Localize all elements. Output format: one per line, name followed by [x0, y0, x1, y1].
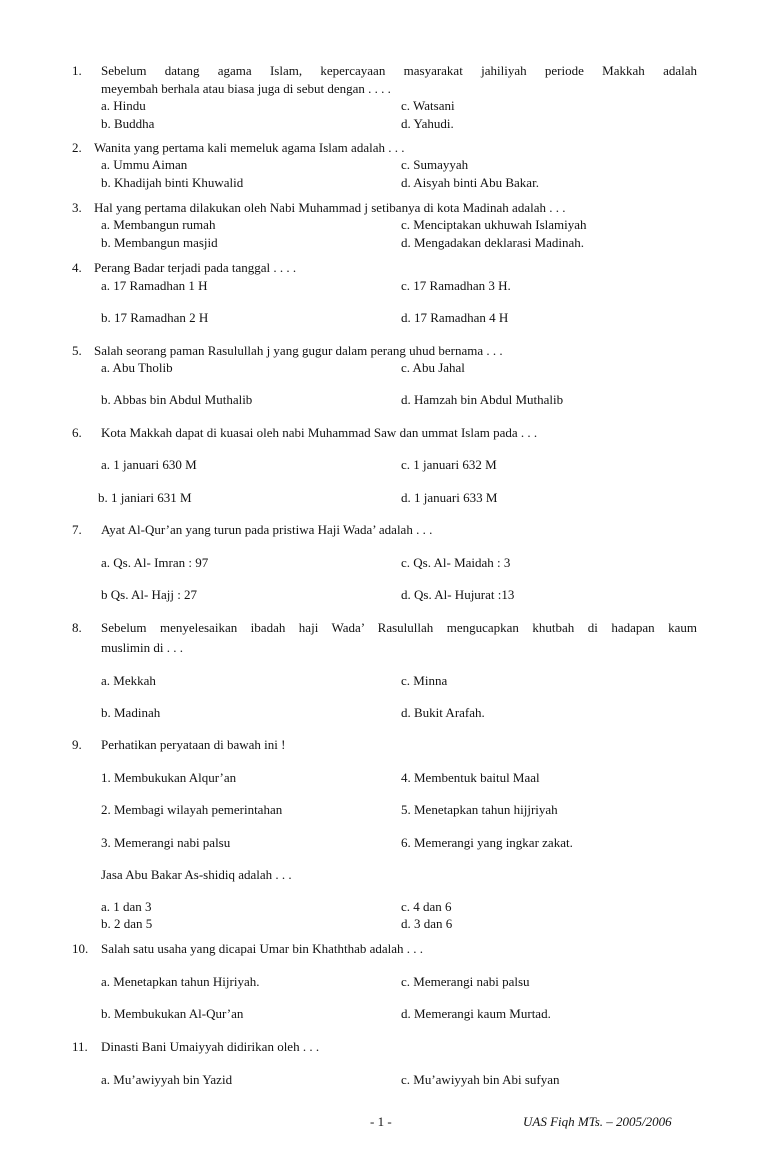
question-text: Hal yang pertama dilakukan oleh Nabi Muhammad j setibanya di kota Madinah adalah . . . — [94, 200, 566, 215]
question-number: 7. — [72, 522, 82, 537]
question-number: 6. — [72, 425, 82, 440]
question-text: meyembah berhala atau biasa juga di sebut dengan . . . . — [101, 81, 391, 96]
option-a: a. Membangun rumah — [101, 217, 216, 232]
option-d: d. 3 dan 6 — [401, 916, 453, 931]
question-number: 9. — [72, 737, 82, 752]
question-number: 2. — [72, 140, 82, 155]
option-b: b. Madinah — [101, 705, 161, 720]
option-c: c. Memerangi nabi palsu — [401, 974, 530, 989]
option-c: c. Minna — [401, 673, 448, 688]
question-text: Sebelum datang agama Islam, kepercayaan masyarakat jahiliyah periode Makkah adalah — [101, 63, 697, 78]
statement-item: 6. Memerangi yang ingkar zakat. — [401, 835, 573, 850]
statement-item: 5. Menetapkan tahun hijjriyah — [401, 802, 558, 817]
option-c: c. 4 dan 6 — [401, 899, 452, 914]
option-d: d. Yahudi. — [401, 116, 454, 131]
question-text: Perang Badar terjadi pada tanggal . . . . — [94, 260, 297, 275]
statement-item: 4. Membentuk baitul Maal — [401, 770, 540, 785]
option-d: d. Aisyah binti Abu Bakar. — [401, 175, 539, 190]
question-text: Kota Makkah dapat di kuasai oleh nabi Muhammad Saw dan ummat Islam pada . . . — [101, 425, 538, 440]
option-c: c. 1 januari 632 M — [401, 457, 497, 472]
option-a: a. 1 januari 630 M — [101, 457, 197, 472]
option-d: d. 1 januari 633 M — [401, 490, 498, 505]
question-number: 1. — [72, 63, 82, 78]
question-number: 11. — [72, 1039, 88, 1054]
option-b: b. Khadijah binti Khuwalid — [101, 175, 244, 190]
option-c: c. 17 Ramadhan 3 H. — [401, 278, 511, 293]
option-d: d. Qs. Al- Hujurat :13 — [401, 587, 515, 602]
option-d: d. Hamzah bin Abdul Muthalib — [401, 392, 564, 407]
option-c: c. Abu Jahal — [401, 360, 465, 375]
question-number: 10. — [72, 941, 89, 956]
option-c: c. Menciptakan ukhuwah Islamiyah — [401, 217, 587, 232]
exam-footer: UAS Fiqh MTs. – 2005/2006 — [523, 1114, 672, 1129]
option-c: c. Qs. Al- Maidah : 3 — [401, 555, 511, 570]
option-b: b. Membukukan Al-Qur’an — [101, 1006, 244, 1021]
question-number: 3. — [72, 200, 82, 215]
option-a: a. 1 dan 3 — [101, 899, 152, 914]
option-a: a. Menetapkan tahun Hijriyah. — [101, 974, 260, 989]
option-d: d. Mengadakan deklarasi Madinah. — [401, 235, 585, 250]
option-b: b Qs. Al- Hajj : 27 — [101, 587, 198, 602]
option-a: a. Qs. Al- Imran : 97 — [101, 555, 209, 570]
option-b: b. 2 dan 5 — [101, 916, 153, 931]
question-number: 8. — [72, 620, 82, 635]
question-text: Salah satu usaha yang dicapai Umar bin Khaththab adalah . . . — [101, 941, 424, 956]
statement-item: 2. Membagi wilayah pemerintahan — [101, 802, 283, 817]
statement-item: 1. Membukukan Alqur’an — [101, 770, 237, 785]
question-text: Salah seorang paman Rasulullah j yang gugur dalam perang uhud bernama . . . — [94, 343, 503, 358]
option-b: b. 1 janiari 631 M — [98, 490, 192, 505]
option-d: d. 17 Ramadhan 4 H — [401, 310, 509, 325]
statement-item: 3. Memerangi nabi palsu — [101, 835, 231, 850]
option-a: a. Mu’awiyyah bin Yazid — [101, 1072, 233, 1087]
question-text: muslimin di . . . — [101, 640, 183, 655]
question-text: Ayat Al-Qur’an yang turun pada pristiwa Haji Wada’ adalah . . . — [101, 522, 433, 537]
option-b: b. Abbas bin Abdul Muthalib — [101, 392, 253, 407]
option-b: b. Buddha — [101, 116, 155, 131]
question-number: 5. — [72, 343, 82, 358]
option-c: c. Watsani — [401, 98, 455, 113]
option-a: a. Abu Tholib — [101, 360, 173, 375]
option-c: c. Mu’awiyyah bin Abi sufyan — [401, 1072, 560, 1087]
option-a: a. Hindu — [101, 98, 146, 113]
question-text: Perhatikan peryataan di bawah ini ! — [101, 737, 286, 752]
page-number: - 1 - — [370, 1114, 392, 1129]
option-d: d. Memerangi kaum Murtad. — [401, 1006, 551, 1021]
question-prompt: Jasa Abu Bakar As-shidiq adalah . . . — [101, 867, 292, 882]
question-text: Wanita yang pertama kali memeluk agama Islam adalah . . . — [94, 140, 405, 155]
option-a: a. 17 Ramadhan 1 H — [101, 278, 208, 293]
option-a: a. Ummu Aiman — [101, 157, 188, 172]
question-number: 4. — [72, 260, 82, 275]
question-text: Sebelum menyelesaikan ibadah haji Wada’ Rasulullah mengucapkan khutbah di hadapan kaum — [101, 620, 697, 635]
option-b: b. Membangun masjid — [101, 235, 218, 250]
option-b: b. 17 Ramadhan 2 H — [101, 310, 209, 325]
option-a: a. Mekkah — [101, 673, 156, 688]
option-c: c. Sumayyah — [401, 157, 469, 172]
question-text: Dinasti Bani Umaiyyah didirikan oleh . . . — [101, 1039, 320, 1054]
option-d: d. Bukit Arafah. — [401, 705, 485, 720]
